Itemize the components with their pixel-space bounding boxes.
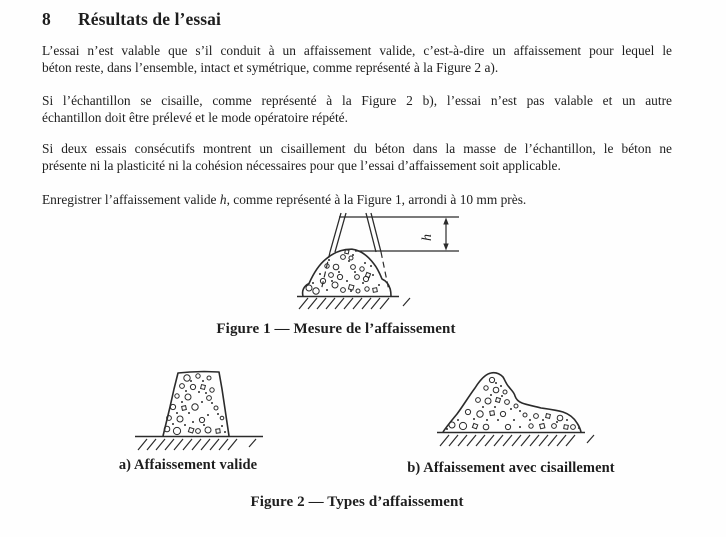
paragraph-line: Si l’échantillon se cisaille, comme représenté à la Figure 2 b), l’essai n’est pas valable et un autre	[42, 93, 672, 108]
paragraph-line: échantillon doit être prélevé et le mode opératoire répété.	[42, 110, 348, 125]
figure1-caption: Figure 1 — Mesure de l’affaissement	[216, 321, 456, 337]
slump-measurement-drawing	[283, 211, 468, 313]
sheared-slump-drawing	[430, 368, 595, 454]
figure2a-diagram	[130, 365, 270, 457]
figure2a-caption: a) Affaissement valide	[118, 457, 258, 473]
section-title: Résultats de l’essai	[78, 9, 221, 29]
paragraph-line: L’essai n’est valable que s’il conduit à un affaissement valide, c’est-à-dire un affaissement pour lequel le	[42, 43, 672, 58]
paragraph-4	[42, 191, 672, 208]
paragraph-2	[42, 92, 672, 126]
figure1-diagram	[283, 211, 468, 313]
paragraph-line: Si deux essais consécutifs montrent un cisaillement du béton dans la masse de l’échantillon, le béton ne	[42, 141, 672, 156]
section-heading	[42, 9, 221, 30]
figure2b-diagram	[430, 368, 595, 454]
valid-slump-drawing	[130, 365, 270, 457]
paragraph-line: présente ni la plasticité ni la cohésion nécessaires pour que l’essai d’affaissement soit applicable.	[42, 158, 561, 173]
paragraph-1	[42, 42, 672, 76]
slump-height-label: h	[420, 234, 435, 241]
section-number: 8	[42, 9, 51, 29]
figure2b-caption: b) Affaissement avec cisaillement	[407, 460, 615, 476]
paragraph-line: Enregistrer l’affaissement valide h, comme représenté à la Figure 1, arrondi à 10 mm près.	[42, 192, 527, 207]
paragraph-line: béton reste, dans l’ensemble, intact et symétrique, comme représenté à la Figure 2 a).	[42, 60, 499, 75]
paragraph-3	[42, 140, 672, 174]
variable-h: h	[219, 192, 227, 207]
figure2-caption: Figure 2 — Types d’affaissement	[250, 494, 464, 510]
